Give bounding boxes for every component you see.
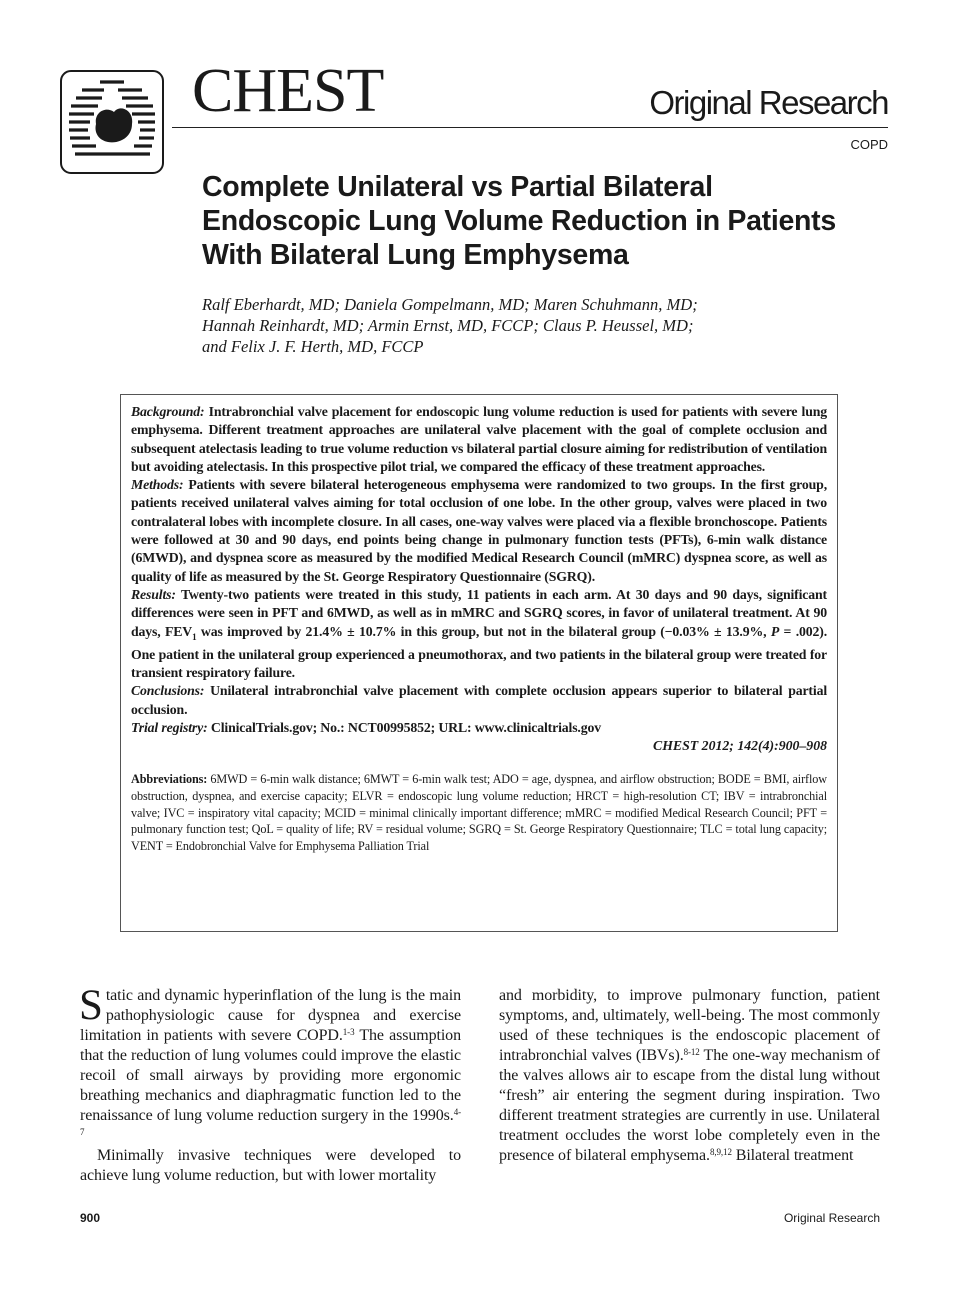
topic-label: COPD	[850, 137, 888, 152]
abstract-methods	[131, 476, 827, 586]
body-text: The one-way mechanism of the valves allows air to escape from the distal lung without “fresh” air entering the segment during inspiration. Two different treatment strategies are currently in use. Unilateral treatment occludes the worst lobe completely even in the presence of bilateral emphysema.	[499, 1047, 880, 1164]
body-column-right	[499, 986, 880, 1166]
abstract-registry	[131, 719, 827, 737]
author-line: and Felix J. F. Herth, MD, FCCP	[202, 337, 424, 356]
author-line: Hannah Reinhardt, MD; Armin Ernst, MD, FCCP; Claus P. Heussel, MD;	[202, 316, 694, 335]
abstract-box	[120, 394, 838, 932]
body-paragraph: Minimally invasive techniques were developed to achieve lung volume reduction, but with lower mortality	[80, 1147, 461, 1184]
author-list	[202, 294, 822, 357]
background-label: Background:	[131, 404, 205, 419]
results-text: = .002). One patient in the unilateral group experienced a pneumothorax, and two patients in the bilateral group were treated for transient respiratory failure.	[131, 623, 827, 680]
methods-text: Patients with severe bilateral heterogeneous emphysema were randomized to two groups. In the first group, patients received unilateral valves aiming for total occlusion of one lobe. In the other group, valves were placed in two contralateral lobes with incomplete closure. In all cases, one-way valves were placed via a flexible bronchoscope. Patients were followed at 30 and 90 days, end points being change in pulmonary function tests (PFTs), 6-min walk distance (6MWD), and dyspnea score as measured by the modified Medical Research Council (mMRC) dyspnea score, as well as quality of life as measured by the St. George Respiratory Questionnaire (SGRQ).	[131, 477, 827, 584]
drop-cap: S	[79, 982, 103, 1029]
background-text: Intrabronchial valve placement for endoscopic lung volume reduction is used for patients with severe lung emphysema. Different treatment approaches are unilateral valve placement with the goal of complete occlusion and subsequent atelectasis leading to true volume reduction vs bilateral partial closure aiming for redistribution of ventilation but avoiding atelectasis. In this prospective pilot trial, we compared the efficacy of these treatment approaches.	[131, 404, 827, 474]
abstract-results	[131, 586, 827, 682]
abstract-background	[131, 403, 827, 476]
header-rule	[172, 127, 888, 128]
abbreviations	[131, 771, 827, 854]
body-column-left	[79, 982, 461, 1186]
body-text: and morbidity, to improve pulmonary function, patient symptoms, and, ultimately, well-being. The most commonly used of these techniques is the endoscopic placement of intrabronchial valves (IBVs).	[499, 987, 880, 1064]
results-text: was improved by 21.4% ± 10.7% in this group, but not in the bilateral group (−0.03% ± 13.9%,	[196, 623, 771, 639]
results-text: Twenty-two patients were treated in this study, 11 patients in each arm. At 30 days and 90 days, significant differences were seen in PFT and 6MWD, as well as in mMRC and SGRQ scores, in favor of unilateral treatment. At 90 days, FEV	[131, 586, 827, 639]
journal-citation: CHEST 2012; 142(4):900–908	[653, 738, 827, 754]
body-paragraph	[79, 982, 461, 1146]
conclusions-text: Unilateral intrabronchial valve placement with complete occlusion appears superior to bilateral partial occlusion.	[131, 683, 827, 717]
citation-ref: 8,9,12	[709, 1147, 732, 1157]
abbreviations-label: Abbreviations:	[131, 772, 208, 787]
registry-text: ClinicalTrials.gov; No.: NCT00995852; URL: www.clinicaltrials.gov	[210, 719, 601, 735]
body-text: The assumption that the reduction of lung volumes could improve the elastic recoil of small airways by providing more ergonomic breathing mechanics and diaphragmatic function led to the renaissance of lung volume reduction surgery in the 1990s.	[80, 1027, 461, 1124]
journal-title: CHEST	[192, 57, 384, 125]
section-label: Original Research	[649, 84, 888, 121]
citation-ref: 1-3	[342, 1027, 355, 1037]
page-number: 900	[80, 1211, 101, 1225]
author-line: Ralf Eberhardt, MD; Daniela Gompelmann, MD; Maren Schuhmann, MD;	[202, 295, 698, 314]
body-paragraph	[499, 986, 880, 1166]
results-label: Results:	[131, 586, 176, 602]
citation-ref: 4-7	[80, 1107, 461, 1137]
methods-label: Methods:	[131, 477, 184, 493]
p-value-symbol: P	[770, 623, 780, 639]
chest-journal-logo	[60, 70, 164, 174]
registry-label: Trial registry:	[131, 719, 208, 735]
abbreviations-text: 6MWD = 6-min walk distance; 6MWT = 6-min walk test; ADO = age, dyspnea, and airflow obstruction; BODE = BMI, airflow obstruction, dyspnea, and exercise capacity; ELVR = endoscopic lung volume reduction; HRCT = high-resolution CT; IBV = intrabronchial valve; IVC = inspiratory vital capacity; MCID = minimal clinically important difference; mMRC = modified Medical Research Council; PFT = pulmonary function test; QoL = quality of life; RV = residual volume; SGRQ = St. George Respiratory Questionnaire; TLC = total lung capacity; VENT = Endobronchial Valve for Emphysema Palliation Trial	[131, 772, 827, 853]
fev-subscript: 1	[192, 631, 197, 642]
body-text: Bilateral treatment	[731, 1147, 854, 1164]
abstract-conclusions	[131, 682, 827, 719]
body-text: tatic and dynamic hyperinflation of the lung is the main pathophysiologic cause for dyspnea and exercise limitation in patients with severe COPD.	[80, 987, 461, 1044]
footer-section: Original Research	[783, 1211, 880, 1225]
article-title: Complete Unilateral vs Partial Bilateral Endoscopic Lung Volume Reduction in Patients With Bilateral Lung Emphysema	[202, 171, 836, 271]
citation-ref: 8-12	[683, 1047, 700, 1057]
conclusions-label: Conclusions:	[131, 683, 205, 699]
